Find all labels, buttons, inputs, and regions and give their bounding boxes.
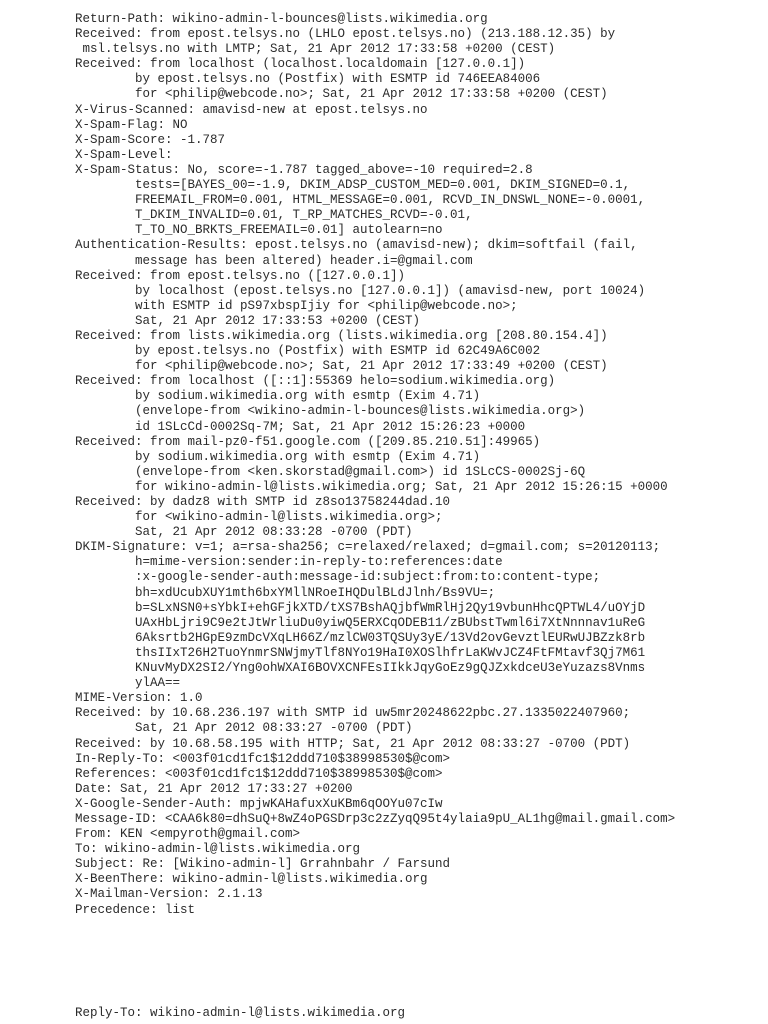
header-line: Sat, 21 Apr 2012 08:33:27 -0700 (PDT) (75, 721, 413, 736)
header-line: Received: by dadz8 with SMTP id z8so13758244dad.10 (75, 495, 451, 509)
header-line: X-BeenThere: wikino-admin-l@lists.wikimedia.org (75, 872, 428, 887)
header-line: Received: by 10.68.236.197 with SMTP id uw5mr20248622pbc.27.1335022407960; (75, 706, 631, 721)
header-line: X-Virus-Scanned: amavisd-new at epost.telsys.no (75, 102, 428, 117)
header-line: Precedence: list (75, 902, 196, 917)
email-headers-block (75, 12, 675, 918)
header-line: To: wikino-admin-l@lists.wikimedia.org (75, 842, 361, 857)
header-line: T_DKIM_INVALID=0.01, T_RP_MATCHES_RCVD=-0.01, (75, 208, 473, 223)
header-line: Date: Sat, 21 Apr 2012 17:33:27 +0200 (75, 781, 353, 796)
header-line: X-Google-Sender-Auth: mpjwKAHafuxXuKBm6qOOYu07cIw (75, 796, 443, 811)
header-line: by localhost (epost.telsys.no [127.0.0.1]) (amavisd-new, port 10024) (75, 283, 646, 298)
header-line: Return-Path: wikino-admin-l-bounces@lists.wikimedia.org (75, 12, 488, 26)
header-line: (envelope-from <ken.skorstad@gmail.com>) id 1SLcCS-0002Sj-6Q (75, 464, 586, 479)
header-line: with ESMTP id pS97xbspIjiy for <philip@webcode.no>; (75, 298, 518, 313)
header-line: ylAA== (75, 676, 181, 691)
header-line: Sat, 21 Apr 2012 08:33:28 -0700 (PDT) (75, 525, 413, 540)
header-line: In-Reply-To: <003f01cd1fc1$12ddd710$38998530$@com> (75, 751, 451, 766)
reply-to-header: Reply-To: wikino-admin-l@lists.wikimedia.org (75, 1006, 406, 1020)
header-line: thsIIxT26H2TuoYnmrSNWjmyTlf8NYo19HaI0XOSlhfrLaKWvJCZ4FtFMtavf3Qj7M61 (75, 645, 646, 660)
header-line: 6Aksrtb2HGpE9zmDcVXqLH66Z/mzlCW03TQSUy3yE/13Vd2ovGevztlEURwUJBZzk8rb (75, 630, 646, 645)
header-line: Received: from epost.telsys.no ([127.0.0.1]) (75, 268, 406, 283)
header-line: T_TO_NO_BRKTS_FREEMAIL=0.01] autolearn=no (75, 223, 443, 238)
header-line: Subject: Re: [Wikino-admin-l] Grrahnbahr / Farsund (75, 857, 451, 872)
header-line: MIME-Version: 1.0 (75, 691, 203, 706)
header-line: Sat, 21 Apr 2012 17:33:53 +0200 (CEST) (75, 313, 421, 328)
header-line: b=SLxNSN0+sYbkI+ehGFjkXTD/tXS7BshAQjbfWmRlHj2Qy19vbunHhcQPTWL4/uOYjD (75, 600, 646, 615)
header-line: by sodium.wikimedia.org with esmtp (Exim 4.71) (75, 449, 481, 464)
header-line: for <wikino-admin-l@lists.wikimedia.org>; (75, 510, 443, 525)
header-line: message has been altered) header.i=@gmail.com (75, 253, 473, 268)
header-line: References: <003f01cd1fc1$12ddd710$38998530$@com> (75, 766, 443, 781)
header-line: X-Spam-Status: No, score=-1.787 tagged_above=-10 required=2.8 (75, 162, 533, 177)
header-line: Received: from localhost (localhost.localdomain [127.0.0.1]) (75, 57, 526, 72)
header-line: KNuvMyDX2SI2/Yng0ohWXAI6BOVXCNFEsIIkkJqyGoEz9gQJZxkdceU3eYuzazs8Vnms (75, 661, 646, 676)
header-line: Received: from localhost ([::1]:55369 helo=sodium.wikimedia.org) (75, 374, 556, 389)
header-line: Authentication-Results: epost.telsys.no (amavisd-new); dkim=softfail (fail, (75, 238, 638, 253)
header-line: (envelope-from <wikino-admin-l-bounces@lists.wikimedia.org>) (75, 404, 586, 419)
header-line: for <philip@webcode.no>; Sat, 21 Apr 2012 17:33:49 +0200 (CEST) (75, 359, 608, 374)
header-line: UAxHbLjri9C9e2tJtWrliuDu0yiwQ5ERXCqODEB11/zBUbstTwml6i7XtNnnnav1uReG (75, 615, 646, 630)
header-line: From: KEN <empyroth@gmail.com> (75, 827, 301, 842)
header-line: id 1SLcCd-0002Sq-7M; Sat, 21 Apr 2012 15:26:23 +0000 (75, 419, 526, 434)
header-line: DKIM-Signature: v=1; a=rsa-sha256; c=relaxed/relaxed; d=gmail.com; s=20120113; (75, 540, 661, 555)
header-line: for wikino-admin-l@lists.wikimedia.org; Sat, 21 Apr 2012 15:26:15 +0000 (75, 479, 668, 494)
header-line: :x-google-sender-auth:message-id:subject:from:to:content-type; (75, 570, 601, 585)
header-line: X-Mailman-Version: 2.1.13 (75, 887, 263, 902)
header-line: for <philip@webcode.no>; Sat, 21 Apr 2012 17:33:58 +0200 (CEST) (75, 87, 608, 102)
header-line: X-Spam-Flag: NO (75, 117, 188, 132)
header-line: FREEMAIL_FROM=0.001, HTML_MESSAGE=0.001, RCVD_IN_DNSWL_NONE=-0.0001, (75, 193, 646, 208)
header-line: bh=xdUcubXUY1mth6bxYMllNRoeIHQDulBLdJlnh/Bs9VU=; (75, 585, 496, 600)
header-line: by epost.telsys.no (Postfix) with ESMTP id 62C49A6C002 (75, 344, 541, 359)
header-line: tests=[BAYES_00=-1.9, DKIM_ADSP_CUSTOM_MED=0.001, DKIM_SIGNED=0.1, (75, 178, 631, 193)
header-line: h=mime-version:sender:in-reply-to:references:date (75, 555, 503, 570)
header-line: msl.telsys.no with LMTP; Sat, 21 Apr 2012 17:33:58 +0200 (CEST) (75, 42, 556, 57)
header-line: Received: from lists.wikimedia.org (lists.wikimedia.org [208.80.154.4]) (75, 328, 608, 343)
header-line: X-Spam-Score: -1.787 (75, 132, 226, 147)
header-line: by sodium.wikimedia.org with esmtp (Exim 4.71) (75, 389, 481, 404)
header-line: by epost.telsys.no (Postfix) with ESMTP id 746EEA84006 (75, 72, 541, 87)
header-line: Received: from epost.telsys.no (LHLO epost.telsys.no) (213.188.12.35) by (75, 27, 616, 42)
header-line: Received: from mail-pz0-f51.google.com ([209.85.210.51]:49965) (75, 434, 541, 449)
header-line: Message-ID: <CAA6k80=dhSuQ+8wZ4oPGSDrp3c2zZyqQ95t4ylaia9pU_AL1hg@mail.gmail.com> (75, 811, 676, 826)
header-line: X-Spam-Level: (75, 147, 173, 162)
header-line: Received: by 10.68.58.195 with HTTP; Sat, 21 Apr 2012 08:33:27 -0700 (PDT) (75, 736, 631, 751)
